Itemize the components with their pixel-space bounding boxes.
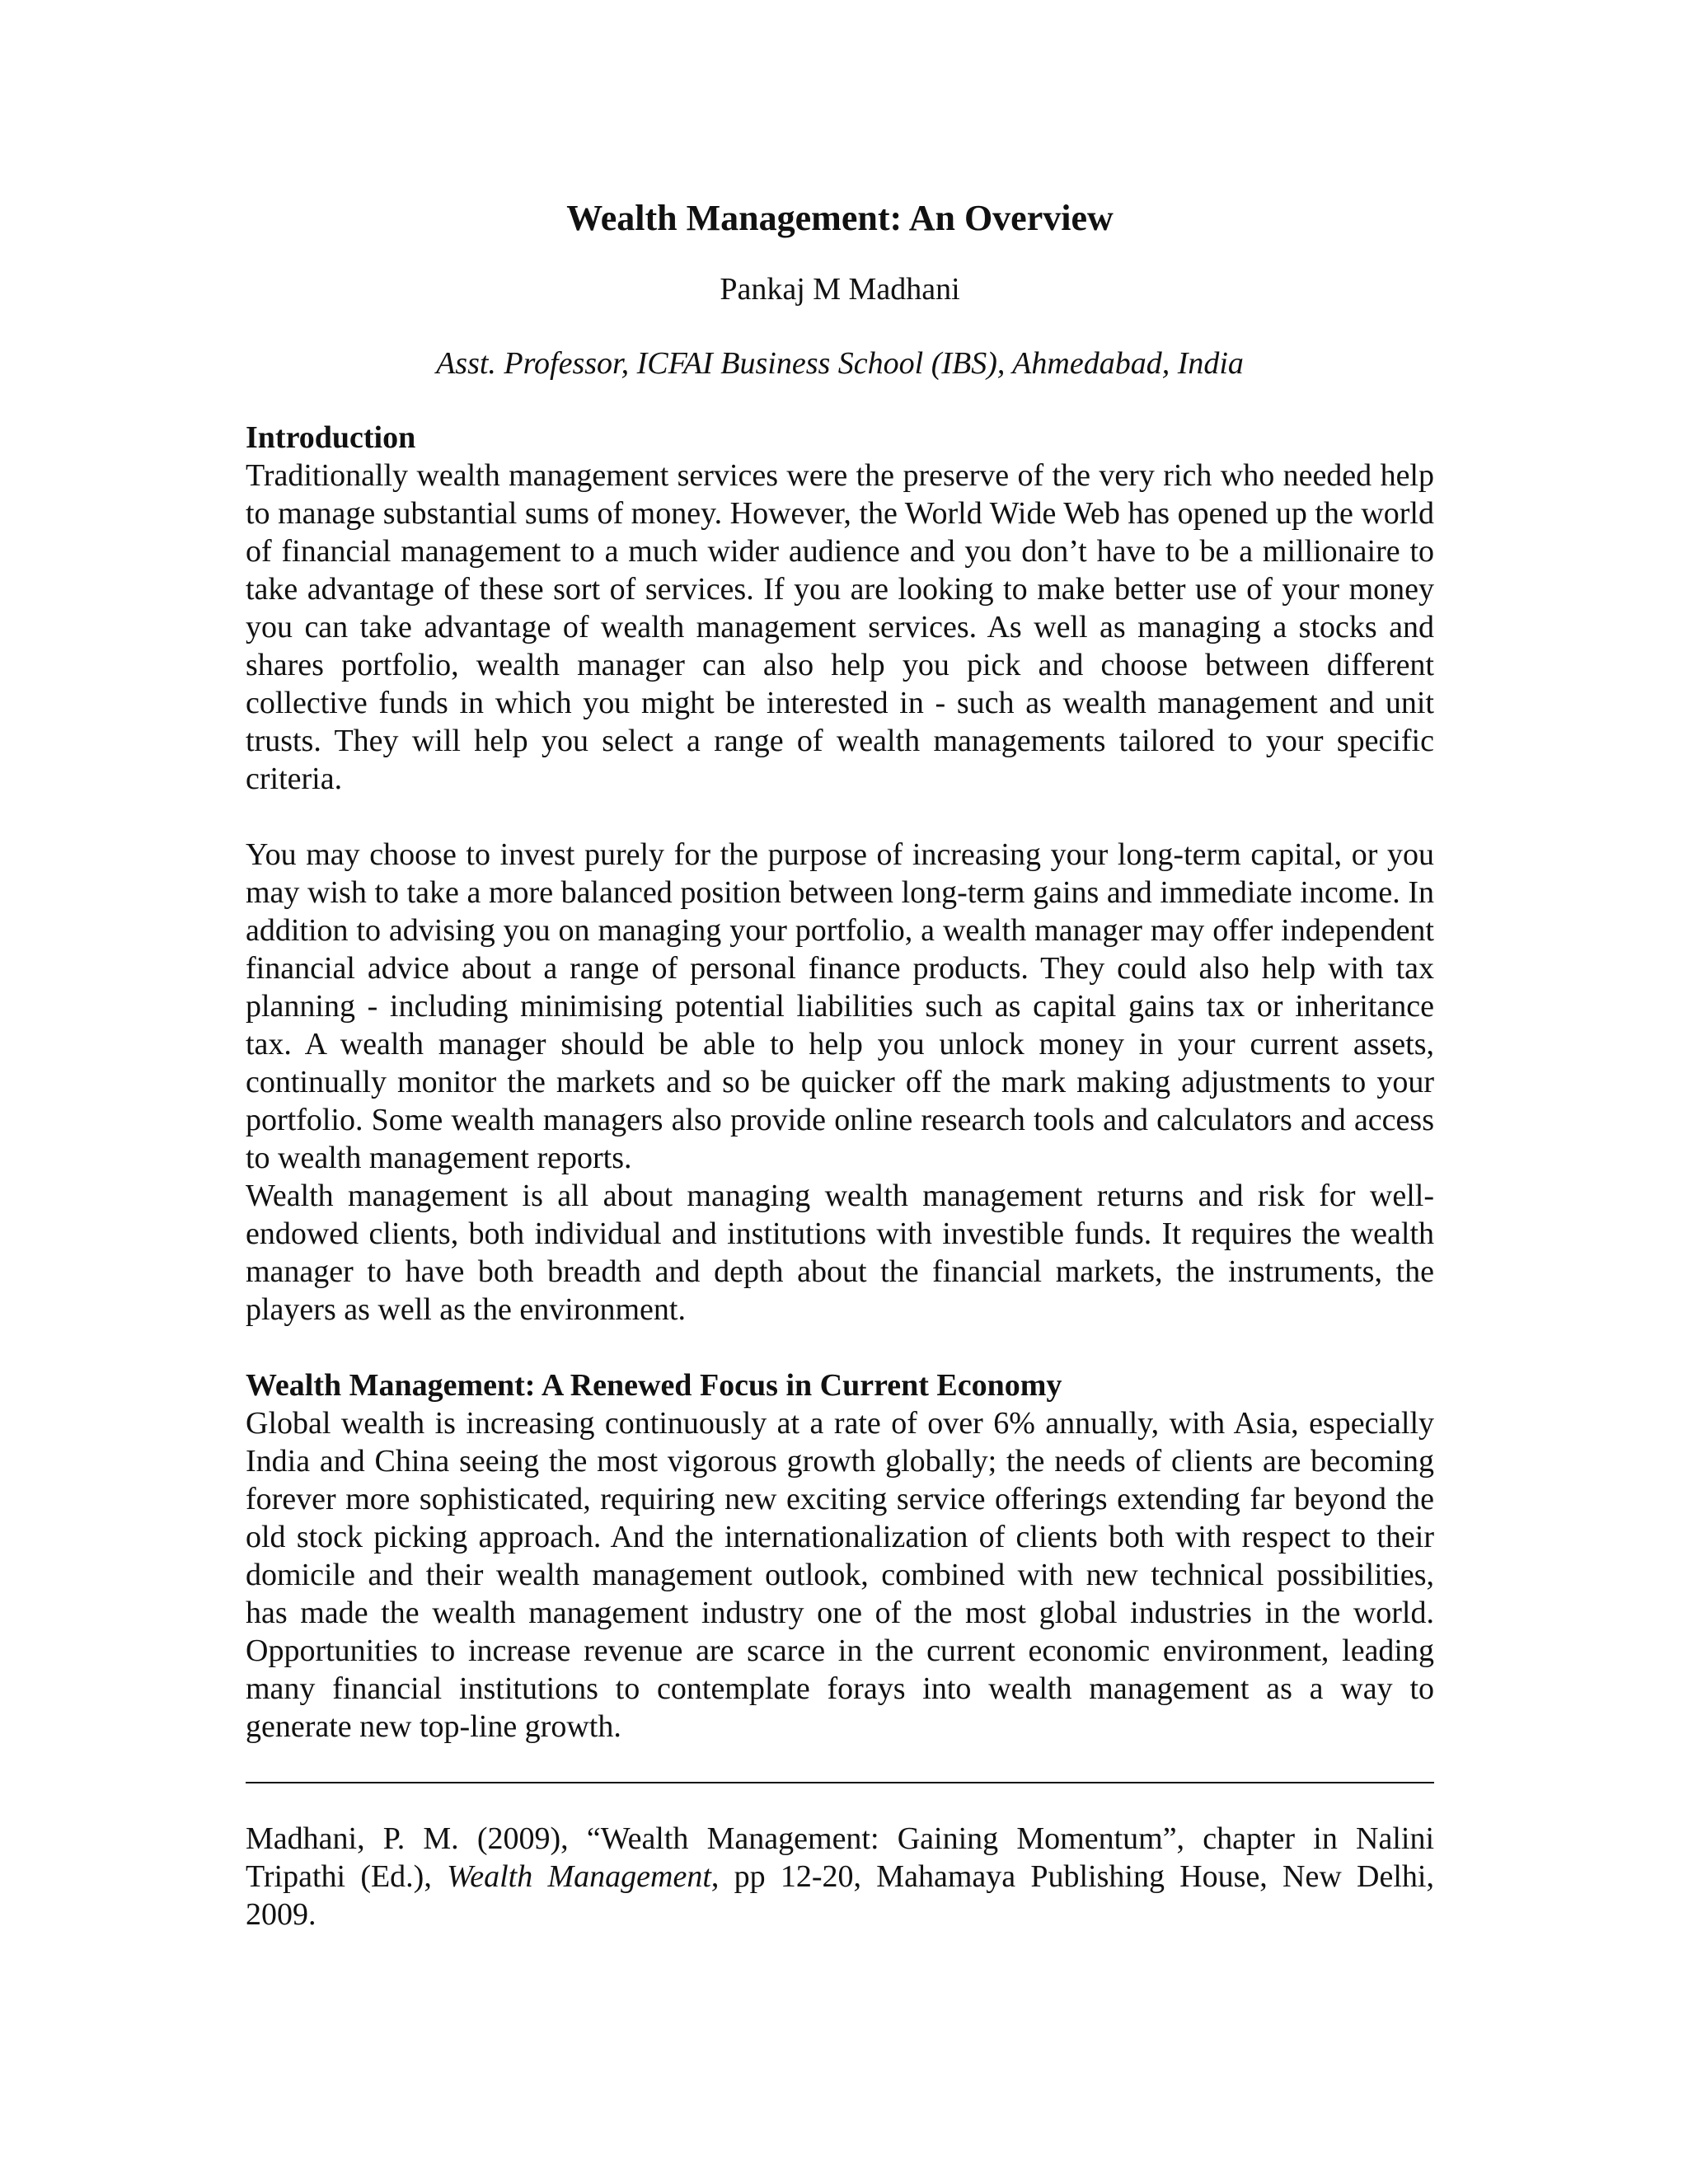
citation <box>246 1820 1434 1933</box>
section-renewed-focus <box>246 1366 1434 1746</box>
paragraph: Wealth management is all about managing wealth management returns and risk for well-endowed clients, both individual and institutions with investible funds. It requires the wealth manager to have both breadth and depth about the financial markets, the instruments, the players as well as the environment. <box>246 1179 1434 1327</box>
section-heading: Introduction <box>246 420 416 455</box>
paragraph: Traditionally wealth management services were the preserve of the very rich who needed help to manage substantial sums of money. However, the World Wide Web has opened up the world of financial management to a much wider audience and you don’t have to be a millionaire to take advantage of these sort of services. If you are looking to make better use of your money you can take advantage of wealth management services. As well as managing a stocks and shares portfolio, wealth manager can also help you pick and choose between different collective funds in which you might be interested in - such as wealth management and unit trusts. They will help you select a range of wealth managements tailored to your specific criteria. <box>246 458 1434 796</box>
citation-text: Madhani, P. M. (2009), “Wealth Management: Gaining Momentum”, chapter in Nalini Tripathi (Ed.), <box>246 1821 1434 1894</box>
document-body <box>246 196 1434 1933</box>
section-heading: Wealth Management: A Renewed Focus in Current Economy <box>246 1368 1062 1403</box>
section-introduction <box>246 419 1434 1329</box>
paragraph: You may choose to invest purely for the purpose of increasing your long-term capital, or you may wish to take a more balanced position between long-term gains and immediate income. In addition to advising you on managing your portfolio, a wealth manager may offer independent financial advice about a range of personal finance products. They could also help with tax planning - including minimising potential liabilities such as capital gains tax or inheritance tax. A wealth manager should be able to help you unlock money in your current assets, continually monitor the markets and so be quicker off the mark making adjustments to your portfolio. Some wealth managers also provide online research tools and calculators and access to wealth management reports. <box>246 837 1434 1175</box>
paper-title: Wealth Management: An Overview <box>566 198 1114 238</box>
author-name: Pankaj M Madhani <box>720 272 960 307</box>
citation-book-title: Wealth Management <box>447 1859 711 1894</box>
paragraph: Global wealth is increasing continuously at a rate of over 6% annually, with Asia, especially India and China seeing the most vigorous growth globally; the needs of clients are becoming forever more sophisticated, requiring new exciting service offerings extending far beyond the old stock picking approach. And the internationalization of clients both with respect to their domicile and their wealth management outlook, combined with new technical possibilities, has made the wealth management industry one of the most global industries in the world. Opportunities to increase revenue are scarce in the current economic environment, leading many financial institutions to contemplate forays into wealth management as a way to generate new top-line growth. <box>246 1406 1434 1744</box>
author-affiliation: Asst. Professor, ICFAI Business School (IBS), Ahmedabad, India <box>436 346 1244 381</box>
footnote-divider <box>246 1782 1434 1783</box>
citation-text-end: , pp 12-20, Mahamaya Publishing House, New Delhi, 2009. <box>246 1859 1434 1932</box>
